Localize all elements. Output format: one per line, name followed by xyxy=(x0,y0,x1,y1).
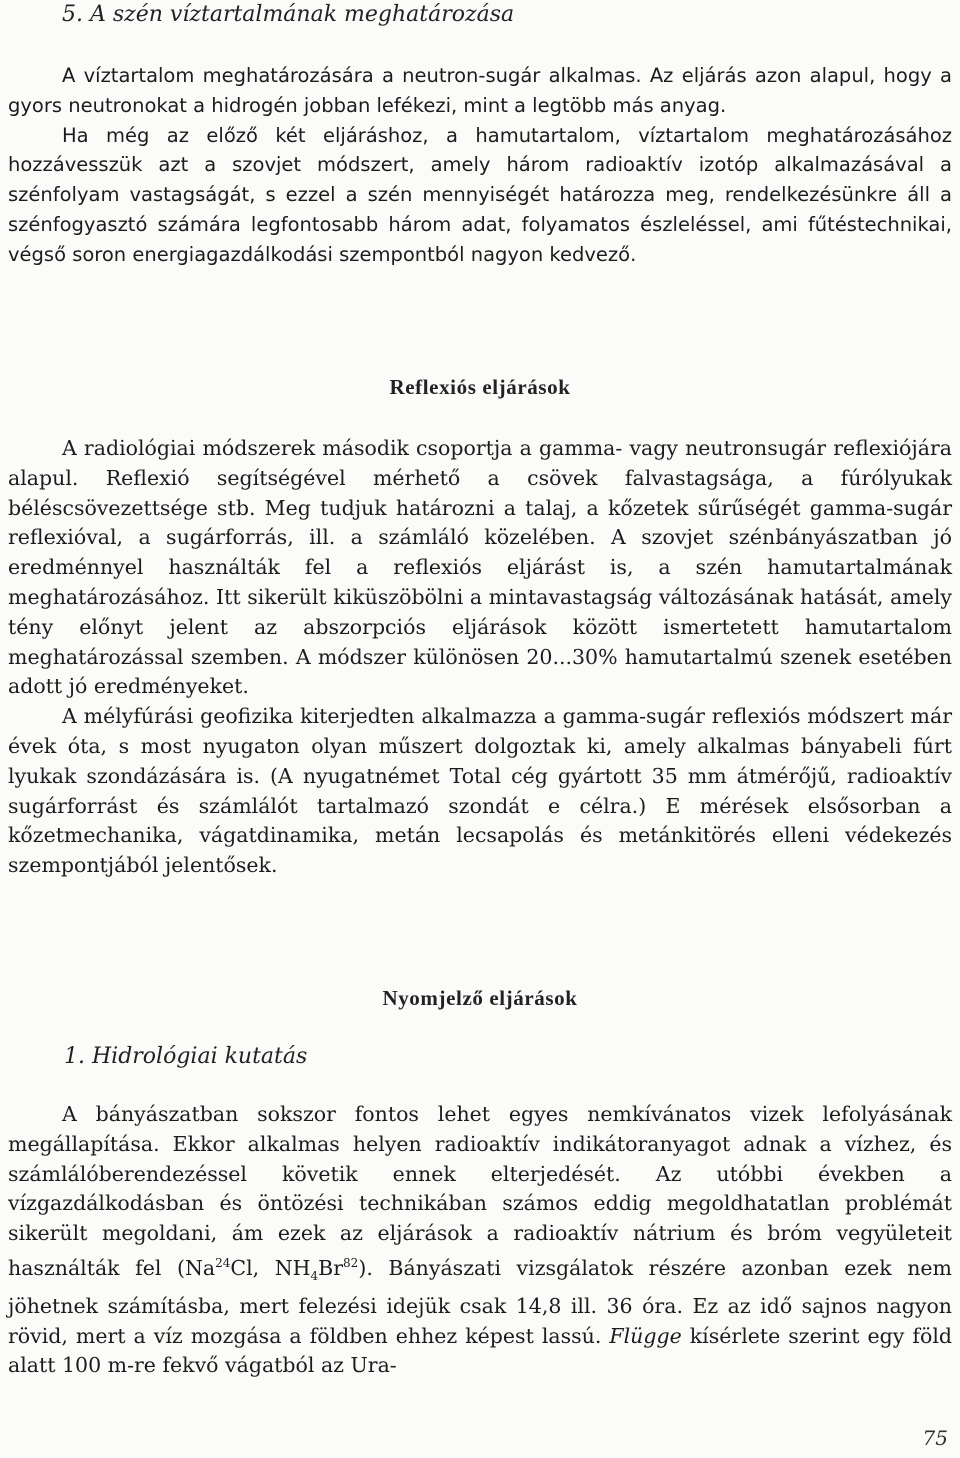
heading-reflexios: Reflexiós eljárások xyxy=(389,375,571,399)
paragraph: A víztartalom meghatározására a neutron-sugár alkalmas. Az eljárás azon alapul, hogy a gyors neutronokat a hidrogén jobban lefékezi, mint a legtöbb más anyag. xyxy=(8,64,952,117)
author-name: Flügge xyxy=(609,1323,682,1348)
reflexios-body xyxy=(8,434,952,881)
page-number: 75 xyxy=(922,1426,948,1450)
section-5-body xyxy=(8,61,952,270)
hidrologia-body xyxy=(8,1100,952,1381)
paragraph: A mélyfúrási geofizika kiterjedten alkalmazza a gamma-sugár reflexiós módszert már évek óta, s most nyugaton olyan műszert dolgoztak ki, amely alkalmas bányabeli fúrt lyukak szondázására is. (A nyugatnémet Total cég gyártott 35 mm átmérőjű, radioaktív sugárforrást és számlálót tartalmazó szondát e célra.) E mérések elsősorban a kőzetmechanika, vágatdinamika, metán lecsapolás és metánkitörés elleni védekezés szempontjából jelentősek. xyxy=(8,704,952,878)
paragraph: A bányászatban sokszor fontos lehet egyes nemkívánatos vizek lefolyásának megállapítása. Ekkor alkalmas helyen radioaktív indikátoranyagot adnak a vízhez, és számlálóberendezéssel követik ennek elterjedését. Az utóbbi években a vízgazdálkodásban és öntözési technikában számos eddig megoldhatatlan problémát sikerült megoldani, ám ezek az eljárások a radioaktív nátrium és bróm vegyületeit használták fel (Na$^{24}$Cl, $NH_4Br^{82}$). Bányászati vizsgálatok részére azonban ezek nem jöhetnek számításba, mert felezési idejük csak 14,8 ill. 36 óra. Ez az idő sajnos nagyon rövid, mert a víz mozgása a földben ehhez képest lassú. Flügge kísérlete szerint egy föld alatt 100 m-re fekvő vágatból az Ura- xyxy=(8,1102,952,1378)
paragraph: A radiológiai módszerek második csoportja a gamma- vagy neutronsugár reflexiójára alapul. Reflexió segítségével mérhető a csövek falvastagsága, a fúrólyukak béléscsövezettsége stb. Meg tudjuk határozni a talaj, a kőzetek sűrűségét gamma-sugár reflexióval, a sugárforrás, ill. a számláló közelében. A szovjet szénbányászatban jó eredménnyel használták fel a reflexiós eljárást is, a szén hamutartalmának meghatározásához. Itt sikerült kiküszöbölni a mintavastagság változásának hatását, amely tény előnyt jelent az abszorpciós eljárások között ismertetett hamutartalom meghatározással szemben. A módszer különösen 20...30% hamutartalmú szenek esetében adott jó eredményeket. xyxy=(8,436,952,699)
section-heading: 5. A szén víztartalmának meghatározása xyxy=(62,2,515,27)
paragraph: Ha még az előző két eljáráshoz, a hamutartalom, víztartalom meghatározásához hozzávesszük azt a szovjet módszert, amely három radioaktív izotóp alkalmazásával a szénfolyam vastagságát, s ezzel a szén mennyiségét határozza meg, rendelkezésünkre áll a szénfogyasztó számára legfontosabb három adat, folyamatos észleléssel, ami fűtéstechnikai, végső soron energiagazdálkodási szempontból nagyon kedvező. xyxy=(8,123,952,266)
subheading-hidrologia: 1. Hidrológiai kutatás xyxy=(64,1044,308,1069)
heading-nyomjelzo: Nyomjelző eljárások xyxy=(382,986,578,1010)
